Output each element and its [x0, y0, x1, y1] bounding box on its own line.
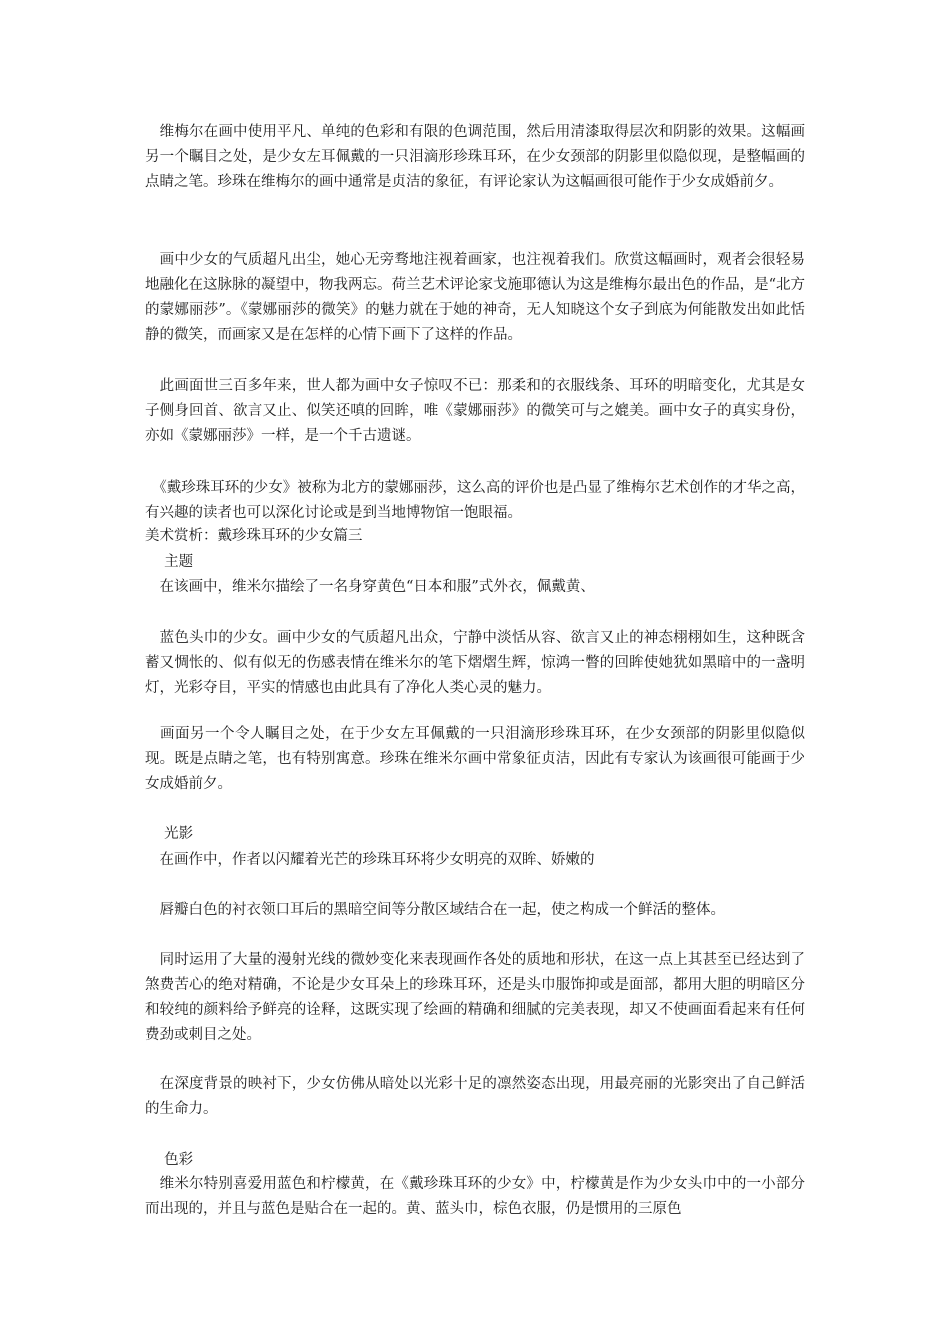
paragraph-pearl-earring: 画面另一个令人瞩目之处，在于少女左耳佩戴的一只泪滴形珍珠耳环，在少女颈部的阴影里似隐似现。既是点睛之笔，也有特别寓意。珍珠在维米尔画中常象征贞洁，因此有专家认为该画很可能画于少女成婚前夕。: [145, 726, 805, 792]
heading-color: 色彩: [145, 1152, 194, 1168]
heading-light: 光影: [145, 826, 194, 842]
paragraph-color-technique: 维梅尔在画中使用平凡、单纯的色彩和有限的色调范围，然后用清漆取得层次和阴影的效果。这幅画另一个瞩目之处，是少女左耳佩戴的一只泪滴形珍珠耳环，在少女颈部的阴影里似隐似现，是整幅画的点睛之笔。珍珠在维梅尔的画中通常是贞洁的象征，有评论家认为这幅画很可能作于少女成婚前夕。: [145, 124, 805, 190]
paragraph-light-intro: 在画作中，作者以闪耀着光芒的珍珠耳环将少女明亮的双眸、娇嫩的: [145, 852, 595, 868]
paragraph-northern-mona-lisa: 《戴珍珠耳环的少女》被称为北方的蒙娜丽莎，这么高的评价也是凸显了维梅尔艺术创作的才华之高，有兴趣的读者也可以深化讨论或是到当地博物馆一饱眼福。: [145, 480, 805, 521]
paragraph-theme-intro: 在该画中，维米尔描绘了一名身穿黄色“日本和服”式外衣，佩戴黄、: [145, 579, 595, 595]
heading-theme: 主题: [145, 554, 194, 570]
paragraph-dark-background: 在深度背景的映衬下，少女仿佛从暗处以光彩十足的凛然姿态出现，用最亮丽的光影突出了自己鲜活的生命力。: [145, 1076, 805, 1117]
paragraph-blue-yellow: 维米尔特别喜爱用蓝色和柠檬黄，在《戴珍珠耳环的少女》中，柠檬黄是作为少女头巾中的一小部分而出现的，并且与蓝色是贴合在一起的。黄、蓝头巾，棕色衣服，仍是惯用的三原色: [145, 1176, 805, 1217]
paragraph-three-hundred-years: 此画面世三百多年来，世人都为画中女子惊叹不已：那柔和的衣服线条、耳环的明暗变化，尤其是女子侧身回首、欲言又止、似笑还嗔的回眸，唯《蒙娜丽莎》的微笑可与之媲美。画中女子的真实身份，亦如《蒙娜丽莎》一样，是一个千古遗谜。: [145, 378, 805, 444]
paragraph-headscarf-girl: 蓝色头巾的少女。画中少女的气质超凡出众，宁静中淡恬从容、欲言又止的神态栩栩如生，这种既含蓄又惆怅的、似有似无的伤感表情在维米尔的笔下熠熠生辉，惊鸿一瞥的回眸使她犹如黑暗中的一盏明灯，光彩夺目，平实的情感也由此具有了净化人类心灵的魅力。: [145, 630, 805, 696]
paragraph-diffuse-light: 同时运用了大量的漫射光线的微妙变化来表现画作各处的质地和形状，在这一点上其甚至已经达到了煞费苦心的绝对精确，不论是少女耳朵上的珍珠耳环，还是头巾服饰抑或是面部，都用大胆的明暗区分和较纯的颜料给予鲜亮的诠释，这既实现了绘画的精确和细腻的完美表现，却又不使画面看起来有任何费劲或刺目之处。: [145, 952, 805, 1043]
section-title: 美术赏析：戴珍珠耳环的少女篇三: [145, 528, 363, 544]
paragraph-light-unity: 唇瓣白色的衬衣领口耳后的黑暗空间等分散区域结合在一起，使之构成一个鲜活的整体。: [145, 902, 725, 918]
paragraph-girl-temperament: 画中少女的气质超凡出尘，她心无旁骛地注视着画家，也注视着我们。欣赏这幅画时，观者会很轻易地融化在这脉脉的凝望中，物我两忘。荷兰艺术评论家戈施耶德认为这是维梅尔最出色的作品，是“北方的蒙娜丽莎”。《蒙娜丽莎的微笑》的魅力就在于她的神奇，无人知晓这个女子到底为何能散发出如此恬静的微笑，而画家又是在怎样的心情下画下了这样的作品。: [145, 252, 805, 343]
